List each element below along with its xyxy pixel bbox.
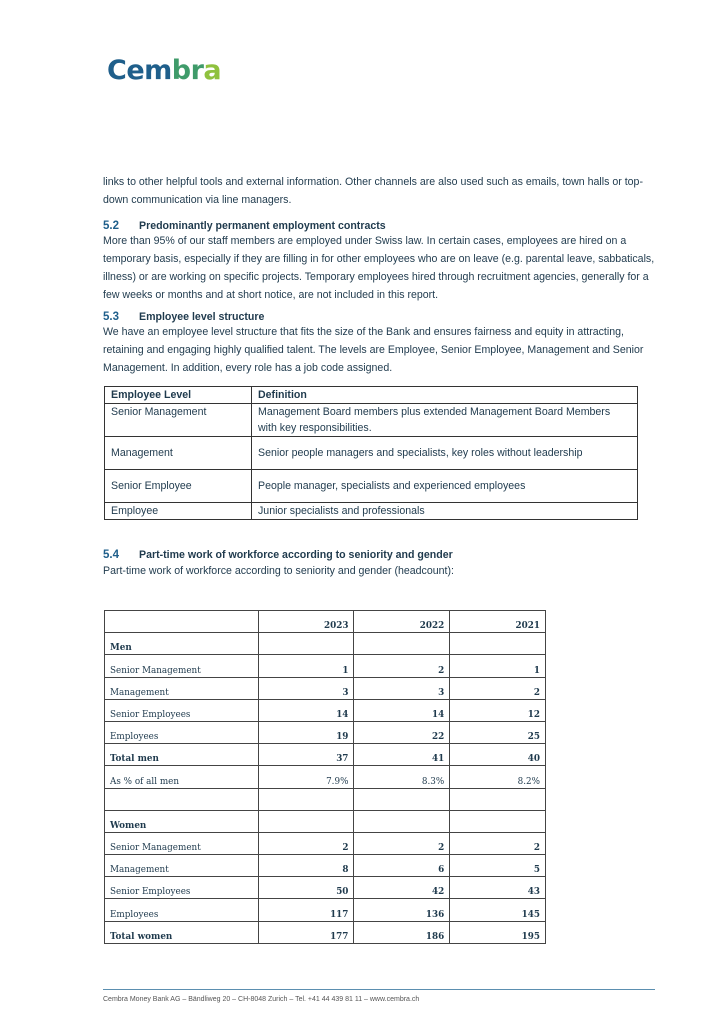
value-cell: 177: [258, 921, 354, 943]
value-cell: 136: [354, 899, 450, 921]
section-5-4-subtitle: Part-time work of workforce according to seniority and gender (headcount):: [103, 565, 454, 577]
table-row: [105, 699, 546, 721]
row-label: Senior Employees: [105, 699, 259, 721]
section-title: Predominantly permanent employment contracts: [139, 220, 386, 232]
table-row: [105, 721, 546, 743]
row-label: Senior Employees: [105, 877, 259, 899]
section-5-3-heading: [103, 310, 264, 324]
level-cell: Management: [105, 437, 252, 470]
value-cell: 8.3%: [354, 766, 450, 788]
row-label: Management: [105, 677, 259, 699]
intro-paragraph: links to other helpful tools and external information. Other channels are also used such as emails, town halls or top-down communication via line managers.: [103, 176, 643, 206]
section-number: 5.4: [103, 549, 119, 561]
level-cell: Employee: [105, 503, 252, 520]
value-cell: 1: [258, 655, 354, 677]
value-cell: 3: [258, 677, 354, 699]
value-cell: 195: [450, 921, 546, 943]
value-cell: 2: [450, 832, 546, 854]
section-number: 5.3: [103, 311, 119, 323]
value-cell: 186: [354, 921, 450, 943]
table-row: [105, 677, 546, 699]
table-row: [105, 877, 546, 899]
table-header-row: [105, 611, 546, 633]
section-row: [105, 810, 546, 832]
section-label: Women: [105, 810, 259, 832]
row-label: Senior Management: [105, 832, 259, 854]
row-label: Total men: [105, 744, 259, 766]
value-cell: 2: [354, 655, 450, 677]
table-row: [105, 832, 546, 854]
section-label: Men: [105, 633, 259, 655]
value-cell: 43: [450, 877, 546, 899]
value-cell: 14: [354, 699, 450, 721]
definition-cell: Junior specialists and professionals: [252, 503, 638, 520]
table-row: [105, 855, 546, 877]
level-cell: Senior Employee: [105, 470, 252, 503]
row-label: As % of all men: [105, 766, 259, 788]
footer-divider: [103, 989, 655, 990]
value-cell: 2: [258, 832, 354, 854]
value-cell: 22: [354, 721, 450, 743]
section-title: Employee level structure: [139, 311, 265, 323]
table-row: [105, 437, 638, 470]
table-row: [105, 503, 638, 520]
definition-cell: People manager, specialists and experienced employees: [252, 470, 638, 503]
column-header: Employee Level: [105, 387, 252, 404]
spacer-row: [105, 788, 546, 810]
value-cell: 3: [354, 677, 450, 699]
row-label: Employees: [105, 721, 259, 743]
value-cell: 40: [450, 744, 546, 766]
percentage-row: [105, 766, 546, 788]
year-header: 2021: [450, 611, 546, 633]
value-cell: 14: [258, 699, 354, 721]
value-cell: 12: [450, 699, 546, 721]
value-cell: 50: [258, 877, 354, 899]
employee-level-table: [104, 386, 638, 520]
value-cell: 25: [450, 721, 546, 743]
definition-cell: Senior people managers and specialists, key roles without leadership: [252, 437, 638, 470]
parttime-table: [104, 610, 546, 944]
table-row: [105, 655, 546, 677]
year-header: 2022: [354, 611, 450, 633]
section-5-2-body: More than 95% of our staff members are employed under Swiss law. In certain cases, employees are hired on a temporary basis, especially if they are filling in for other employees who are on leave (e.g. parental leave, sabbaticals, illness) or are working on specific projects. Temporary employees hired through recruitment agencies, generally for a few weeks or months and at short notice, are not included in this report.: [103, 235, 655, 301]
section-row: [105, 633, 546, 655]
value-cell: 8: [258, 855, 354, 877]
page-footer: Cembra Money Bank AG – Bändliweg 20 – CH-8048 Zurich – Tel. +41 44 439 81 11 – www.cembra.ch: [103, 996, 420, 1003]
table-row: [105, 470, 638, 503]
value-cell: 37: [258, 744, 354, 766]
row-label: Employees: [105, 899, 259, 921]
definition-cell: Management Board members plus extended Management Board Members with key responsibilities.: [252, 404, 638, 437]
year-header: 2023: [258, 611, 354, 633]
total-row: [105, 744, 546, 766]
value-cell: 8.2%: [450, 766, 546, 788]
value-cell: 6: [354, 855, 450, 877]
total-row: [105, 921, 546, 943]
section-5-3-body: We have an employee level structure that fits the size of the Bank and ensures fairness and equity in attracting, retaining and engaging highly qualified talent. The levels are Employee, Senior Employee, Management and Senior Management. In addition, every role has a job code assigned.: [103, 326, 644, 374]
value-cell: 42: [354, 877, 450, 899]
value-cell: 117: [258, 899, 354, 921]
section-title: Part-time work of workforce according to seniority and gender: [139, 549, 453, 561]
value-cell: 2: [354, 832, 450, 854]
row-label: Total women: [105, 921, 259, 943]
value-cell: 5: [450, 855, 546, 877]
value-cell: 1: [450, 655, 546, 677]
section-number: 5.2: [103, 220, 119, 232]
cembra-logo: Cembra: [107, 55, 222, 86]
value-cell: 145: [450, 899, 546, 921]
table-row: [105, 899, 546, 921]
row-label: Senior Management: [105, 655, 259, 677]
row-label: Management: [105, 855, 259, 877]
section-5-2-heading: [103, 219, 386, 233]
value-cell: 41: [354, 744, 450, 766]
value-cell: 19: [258, 721, 354, 743]
table-row: [105, 404, 638, 437]
level-cell: Senior Management: [105, 404, 252, 437]
value-cell: 2: [450, 677, 546, 699]
value-cell: 7.9%: [258, 766, 354, 788]
section-5-4-heading: [103, 548, 453, 562]
table-header-row: [105, 387, 638, 404]
column-header: Definition: [252, 387, 638, 404]
